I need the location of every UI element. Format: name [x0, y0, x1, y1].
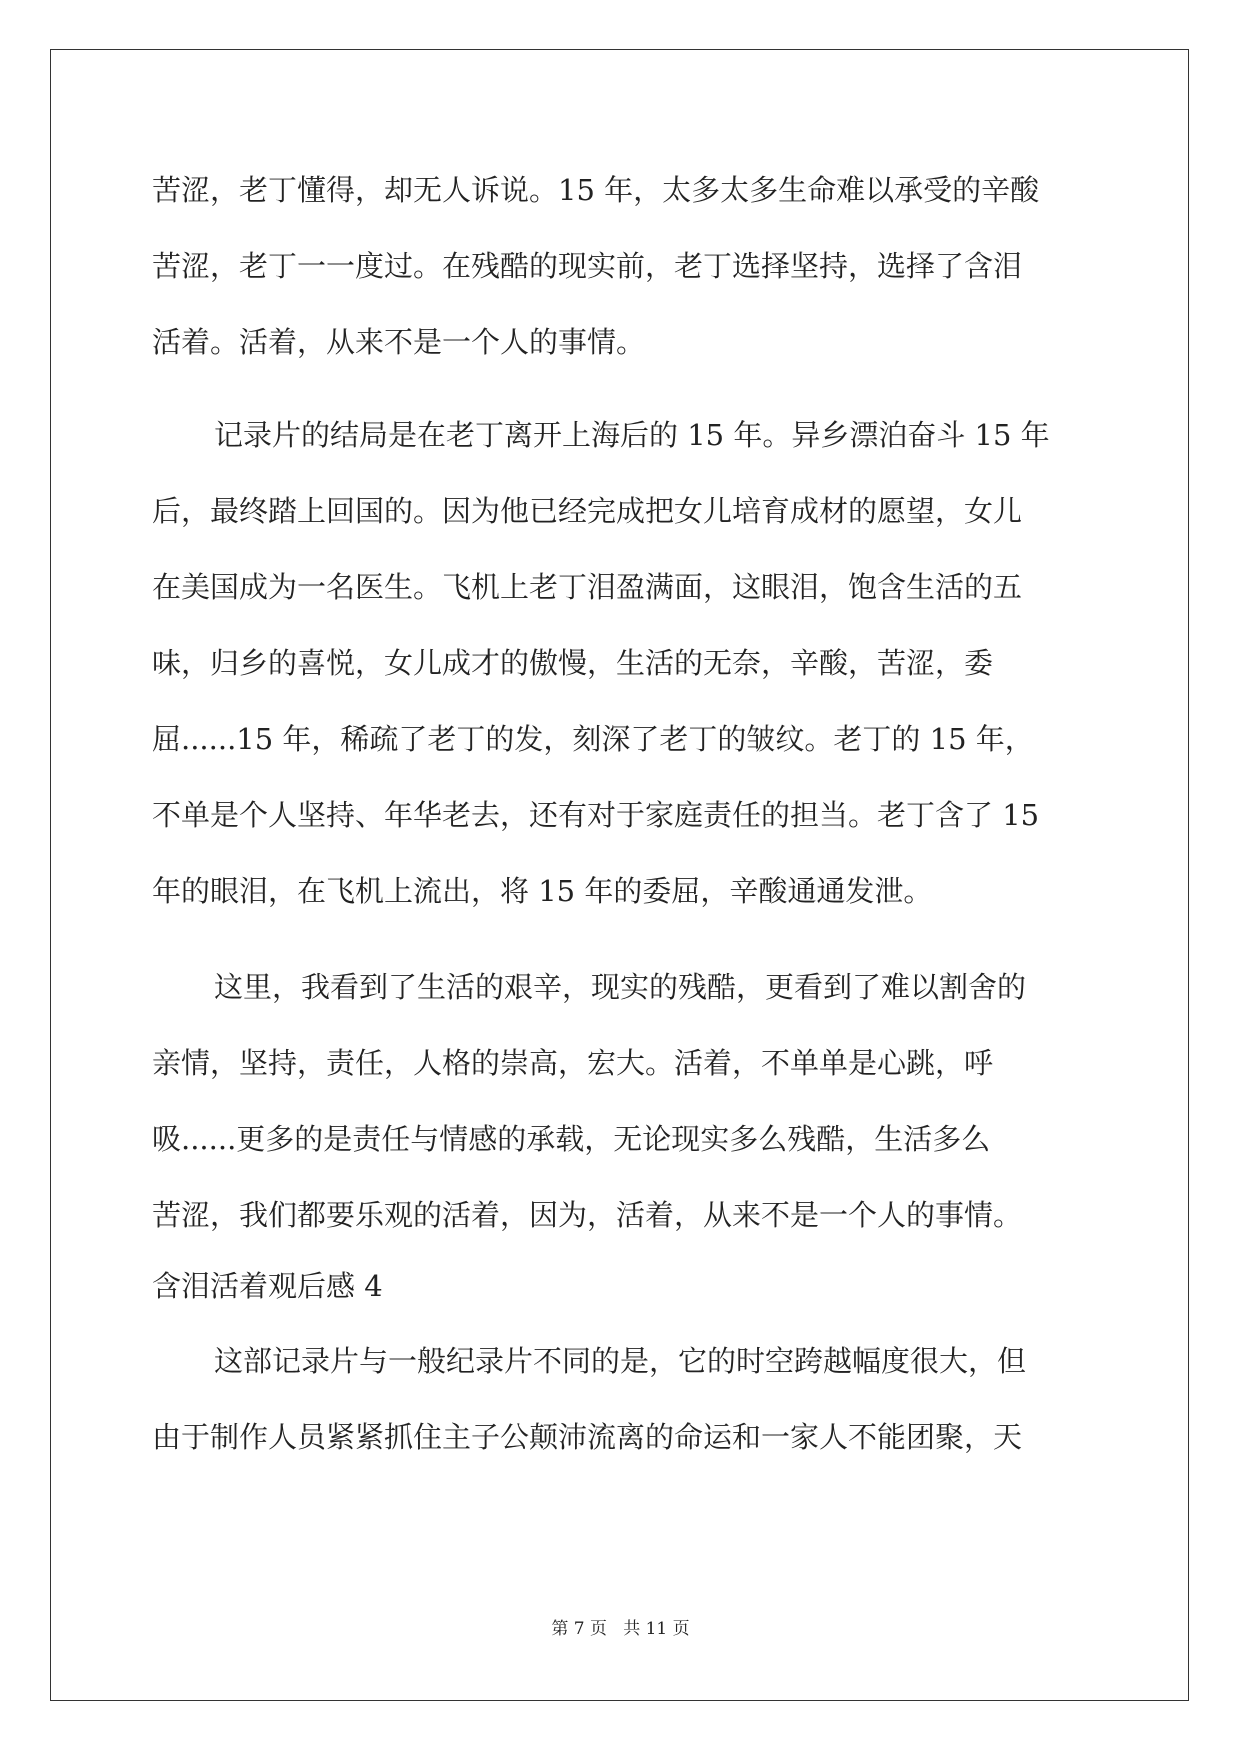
page-number-footer: 第 7 页 共 11 页	[551, 1619, 690, 1639]
paragraph-4-line-1: 这部记录片与一般纪录片不同的是，它的时空跨越幅度很大，但	[214, 1344, 1027, 1378]
paragraph-1-line-3: 活着。活着，从来不是一个人的事情。	[152, 325, 646, 359]
paragraph-2-line-3: 在美国成为一名医生。飞机上老丁泪盈满面，这眼泪，饱含生活的五	[152, 570, 1023, 604]
paragraph-2-line-5: 屈......15 年，稀疏了老丁的发，刻深了老丁的皱纹。老丁的 15 年，	[152, 722, 1034, 756]
paragraph-3-line-4: 苦涩，我们都要乐观的活着，因为，活着，从来不是一个人的事情。	[152, 1198, 1023, 1232]
paragraph-1-line-1: 苦涩，老丁懂得，却无人诉说。15 年，太多太多生命难以承受的辛酸	[152, 173, 1040, 207]
paragraph-2-line-1: 记录片的结局是在老丁离开上海后的 15 年。异乡漂泊奋斗 15 年	[214, 418, 1050, 452]
paragraph-2-line-2: 后，最终踏上回国的。因为他已经完成把女儿培育成材的愿望，女儿	[152, 494, 1023, 528]
paragraph-3-line-2: 亲情，坚持，责任，人格的崇高，宏大。活着，不单单是心跳，呼	[152, 1046, 994, 1080]
paragraph-2-line-4: 味，归乡的喜悦，女儿成才的傲慢，生活的无奈，辛酸，苦涩，委	[152, 646, 994, 680]
paragraph-2-line-6: 不单是个人坚持、年华老去，还有对于家庭责任的担当。老丁含了 15	[152, 798, 1040, 832]
paragraph-3-line-1: 这里，我看到了生活的艰辛，现实的残酷，更看到了难以割舍的	[214, 970, 1027, 1004]
paragraph-1-line-2: 苦涩，老丁一一度过。在残酷的现实前，老丁选择坚持，选择了含泪	[152, 249, 1023, 283]
paragraph-4-line-2: 由于制作人员紧紧抓住主子公颠沛流离的命运和一家人不能团聚，天	[152, 1420, 1023, 1454]
paragraph-2-line-7: 年的眼泪，在飞机上流出，将 15 年的委屈，辛酸通通发泄。	[152, 874, 933, 908]
section-heading: 含泪活着观后感 4	[152, 1269, 383, 1303]
paragraph-3-line-3: 吸......更多的是责任与情感的承载，无论现实多么残酷，生活多么	[152, 1122, 991, 1156]
